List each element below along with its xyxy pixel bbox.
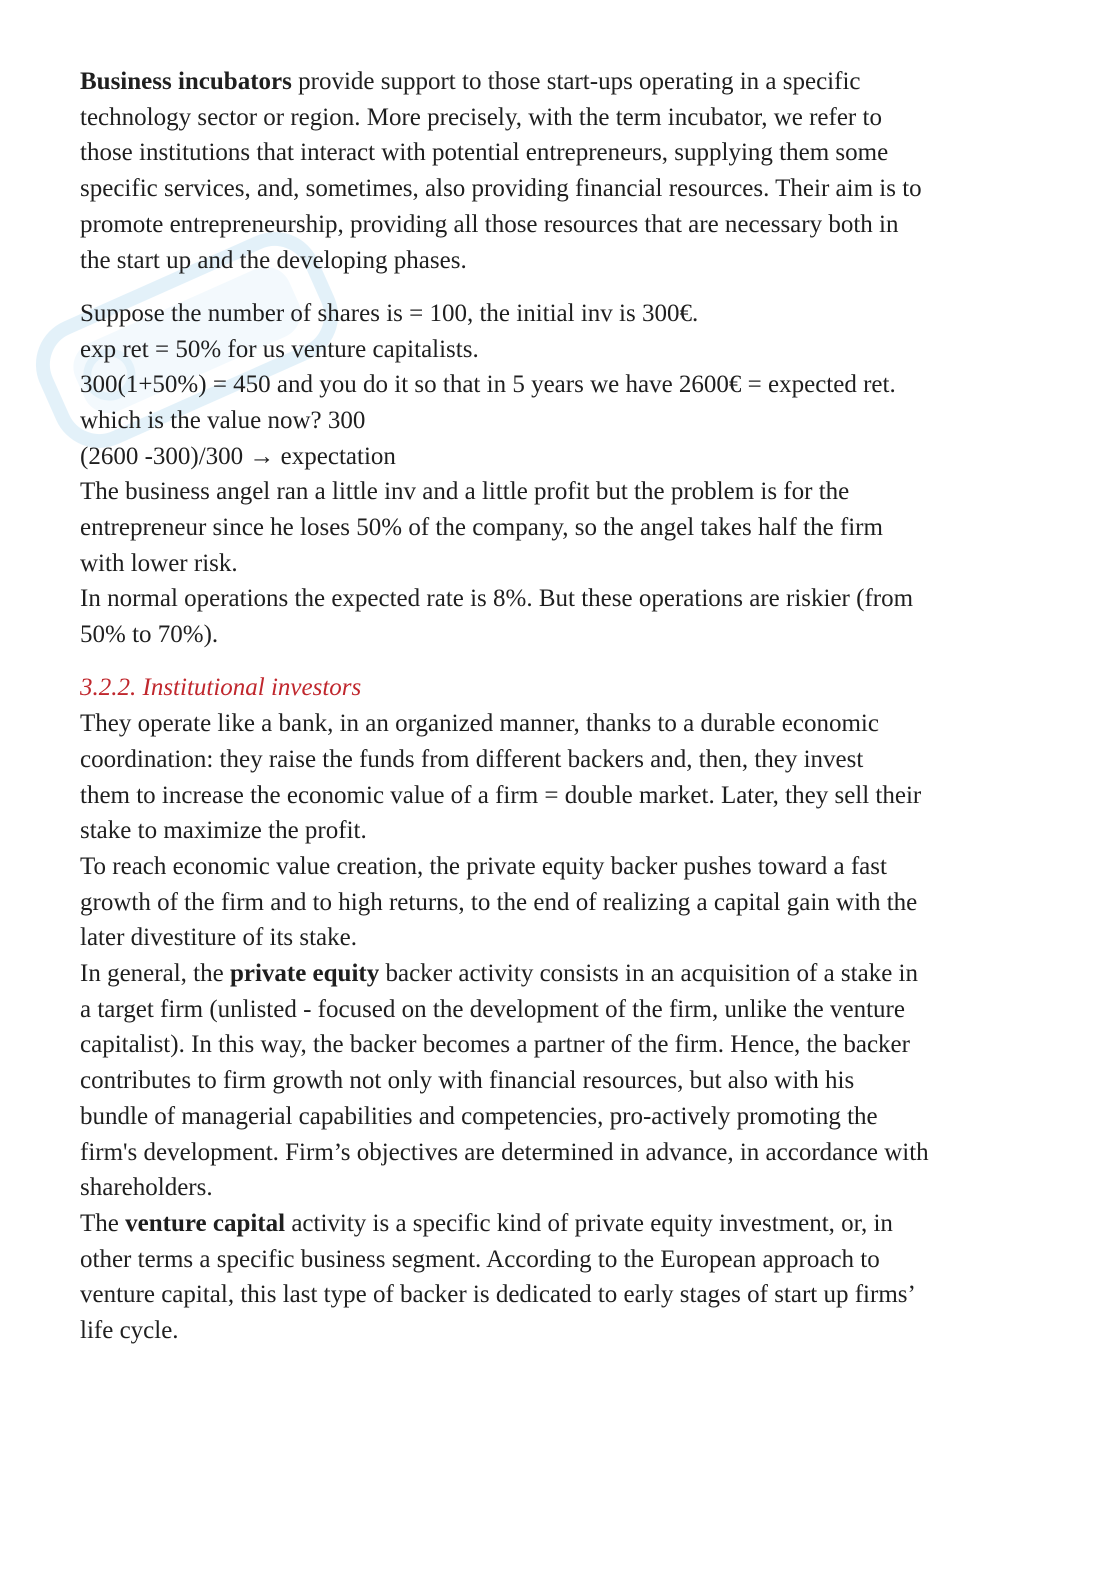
text-line: [80, 706, 1030, 742]
text-run: activity is a specific kind of private equity investment, or, in: [285, 1209, 893, 1237]
text-line: [80, 885, 1030, 921]
text-run: them to increase the economic value of a firm = double market. Later, they sell their: [80, 781, 922, 809]
text-line: [80, 439, 1030, 475]
text-line: [80, 510, 1030, 546]
text-line: [80, 403, 1030, 439]
text-line: [80, 1313, 1030, 1349]
text-run: capitalist). In this way, the backer becomes a partner of the firm. Hence, the backer: [80, 1031, 910, 1059]
text-run: (2600 -300)/300 → expectation: [80, 442, 396, 470]
text-line: [80, 296, 1030, 332]
text-run: coordination: they raise the funds from different backers and, then, they invest: [80, 745, 864, 773]
text-line: [80, 742, 1030, 778]
text-run: the start up and the developing phases.: [80, 246, 467, 274]
text-line: [80, 100, 1030, 136]
bold-term: venture capital: [125, 1209, 286, 1237]
text-run: 300(1+50%) = 450 and you do it so that in 5 years we have 2600€ = expected ret.: [80, 371, 896, 399]
text-run: The business angel ran a little inv and a little profit but the problem is for the: [80, 478, 850, 506]
text-line: [80, 1206, 1030, 1242]
bold-term: private equity: [229, 960, 380, 988]
text-run: other terms a specific business segment. According to the European approach to: [80, 1245, 880, 1273]
text-run: entrepreneur since he loses 50% of the company, so the angel takes half the firm: [80, 514, 883, 542]
text-line: [80, 1063, 1030, 1099]
paragraph: [80, 670, 1030, 1348]
text-run: those institutions that interact with potential entrepreneurs, supplying them some: [80, 139, 889, 167]
text-run: life cycle.: [80, 1317, 179, 1345]
text-line: [80, 1135, 1030, 1171]
text-line: [80, 171, 1030, 207]
text-line: [80, 920, 1030, 956]
text-run: bundle of managerial capabilities and competencies, pro-actively promoting the: [80, 1102, 878, 1130]
text-line: [80, 1277, 1030, 1313]
text-line: [80, 813, 1030, 849]
text-run: Suppose the number of shares is = 100, the initial inv is 300€.: [80, 299, 699, 327]
paragraph: [80, 296, 1030, 653]
text-run: which is the value now? 300: [80, 406, 366, 434]
text-line: [80, 581, 1030, 617]
text-line: [80, 64, 1030, 100]
text-line: [80, 1027, 1030, 1063]
text-line: [80, 546, 1030, 582]
text-line: [80, 617, 1030, 653]
text-line: [80, 849, 1030, 885]
text-line: [80, 1170, 1030, 1206]
text-line: [80, 332, 1030, 368]
text-run: firm's development. Firm’s objectives are determined in advance, in accordance with: [80, 1138, 929, 1166]
text-run: provide support to those start-ups operating in a specific: [291, 68, 861, 95]
text-line: [80, 243, 1030, 279]
text-line: [80, 956, 1030, 992]
text-run: backer activity consists in an acquisition of a stake in: [379, 960, 918, 988]
text-run: a target firm (unlisted - focused on the development of the firm, unlike the venture: [80, 995, 905, 1023]
text-run: growth of the firm and to high returns, to the end of realizing a capital gain with the: [80, 888, 918, 916]
section-heading: 3.2.2. Institutional investors: [80, 674, 362, 702]
text-run: In normal operations the expected rate is 8%. But these operations are riskier (from: [80, 585, 914, 613]
text-run: promote entrepreneurship, providing all those resources that are necessary both in: [80, 210, 899, 238]
text-line: [80, 207, 1030, 243]
text-line: [80, 367, 1030, 403]
text-run: technology sector or region. More precisely, with the term incubator, we refer to: [80, 103, 882, 131]
text-line: [80, 474, 1030, 510]
text-run: with lower risk.: [80, 549, 238, 577]
text-run: 50% to 70%).: [80, 621, 219, 649]
text-run: exp ret = 50% for us venture capitalists.: [80, 335, 479, 363]
text-run: venture capital, this last type of backer is dedicated to early stages of start up firms’: [80, 1281, 916, 1309]
document-body: [80, 64, 1030, 1349]
text-line: [80, 135, 1030, 171]
text-line: [80, 1242, 1030, 1278]
text-run: They operate like a bank, in an organized manner, thanks to a durable economic: [80, 710, 879, 738]
text-run: shareholders.: [80, 1174, 213, 1202]
text-run: The: [80, 1209, 126, 1237]
text-run: contributes to firm growth not only with financial resources, but also with his: [80, 1067, 855, 1095]
text-run: To reach economic value creation, the private equity backer pushes toward a fast: [80, 852, 887, 880]
text-run: stake to maximize the profit.: [80, 817, 367, 845]
text-run: later divestiture of its stake.: [80, 924, 358, 952]
bold-term: Business incubators: [80, 68, 292, 95]
text-line: [80, 778, 1030, 814]
text-line: [80, 992, 1030, 1028]
text-line: [80, 1099, 1030, 1135]
text-run: specific services, and, sometimes, also providing financial resources. Their aim is to: [80, 175, 922, 203]
text-run: In general, the: [80, 960, 230, 988]
paragraph: [80, 64, 1030, 278]
